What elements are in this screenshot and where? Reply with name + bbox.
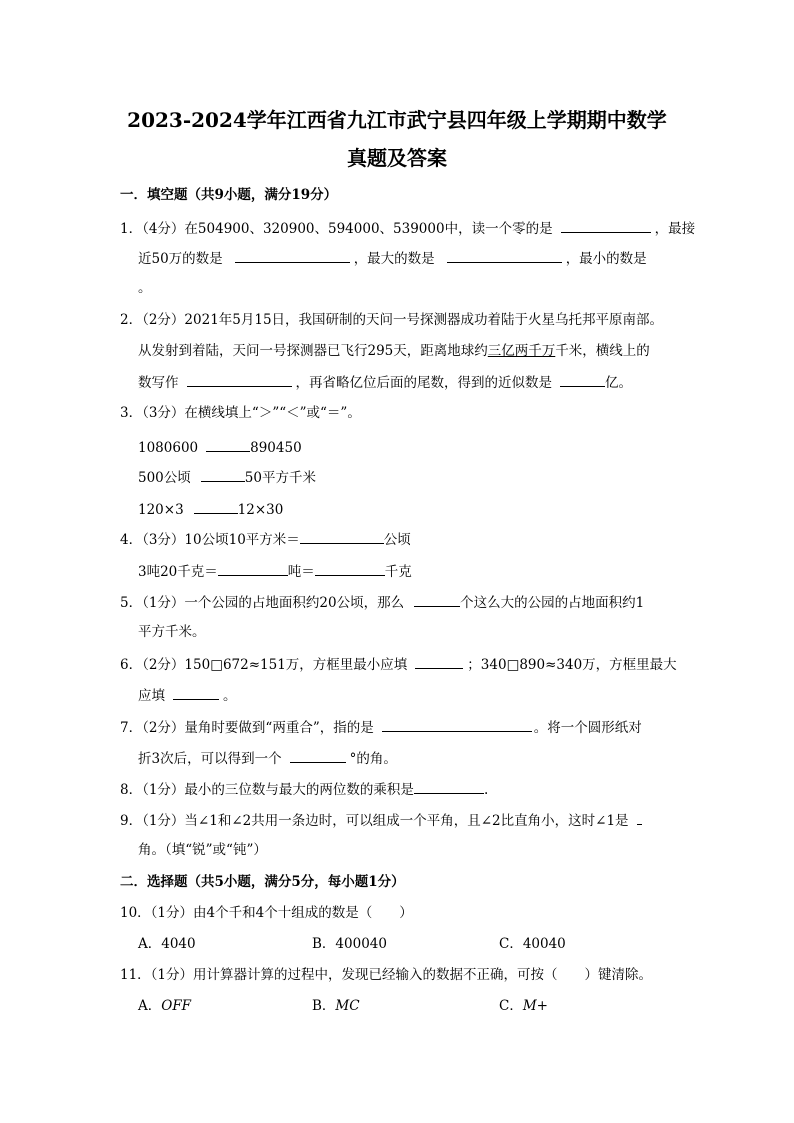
question-7 bbox=[120, 717, 642, 737]
q2-text: 千米，横线上的 bbox=[555, 343, 650, 359]
q5-text: 平方千米。 bbox=[138, 624, 206, 640]
option-label: B． bbox=[312, 998, 336, 1014]
q7-text: 折3次后，可以得到一个 bbox=[138, 751, 282, 767]
document-title: 2023-2024学年江西省九江市武宁县四年级上学期期中数学 bbox=[127, 108, 667, 132]
q3-row bbox=[138, 499, 283, 519]
q4-text: 3吨20千克＝ bbox=[138, 564, 218, 580]
question-2-cont bbox=[138, 342, 650, 360]
q8-text: 8．（1分）最小的三位数与最大的两位数的乘积是 bbox=[120, 782, 414, 798]
q3-right: 890450 bbox=[250, 440, 302, 456]
question-1 bbox=[120, 218, 695, 238]
question-6-cont bbox=[138, 685, 237, 705]
q2-text: 从发射到着陆，天问一号探测器已飞行295天，距离地球约 bbox=[138, 343, 488, 359]
section-heading-choice: 二．选择题（共5小题，满分5分，每小题1分） bbox=[120, 874, 405, 890]
q6-text: 。 bbox=[223, 688, 237, 704]
option-a[interactable]: A．4040 bbox=[138, 936, 196, 952]
question-1-cont bbox=[138, 248, 647, 268]
q6-text: ；340□890≈340万，方框里最大 bbox=[467, 657, 677, 673]
underlined-number: 三亿两千万 bbox=[487, 343, 556, 359]
question-7-cont bbox=[138, 748, 397, 768]
answer-blank bbox=[560, 372, 605, 387]
q2-text: 数写作 bbox=[138, 375, 179, 391]
q1-text: 1．（4分）在504900、320900、594000、539000中，读一个零的是 bbox=[120, 221, 553, 237]
question-4-cont bbox=[138, 561, 412, 581]
answer-blank bbox=[415, 654, 463, 669]
q1-text: 。 bbox=[138, 280, 152, 296]
q4-text: 吨＝ bbox=[287, 564, 315, 580]
question-2-cont2 bbox=[138, 372, 632, 392]
option-label: C． bbox=[499, 998, 523, 1014]
q5-text: 个这么大的公园的占地面积约1 bbox=[460, 595, 645, 611]
answer-blank bbox=[561, 218, 651, 233]
q4-text: 4．（3分）10公顷10平方米＝ bbox=[120, 532, 300, 548]
q1-text: ，最接 bbox=[654, 221, 696, 237]
option-b[interactable]: B．400040 bbox=[312, 936, 387, 952]
q3-row bbox=[138, 467, 316, 487]
answer-blank bbox=[235, 248, 350, 263]
q8-text: . bbox=[483, 782, 489, 798]
q7-text: 。将一个圆形纸对 bbox=[533, 720, 642, 736]
question-3: 3．（3分）在横线填上“＞”“＜”或“＝”。 bbox=[120, 405, 361, 421]
question-6 bbox=[120, 654, 677, 674]
q2-text: 亿。 bbox=[605, 375, 632, 391]
option-value: MC bbox=[335, 998, 360, 1014]
option-c[interactable] bbox=[499, 997, 548, 1015]
q4-text: 千克 bbox=[384, 564, 412, 580]
option-a[interactable] bbox=[138, 997, 191, 1015]
q4-text: 公顷 bbox=[383, 532, 411, 548]
answer-blank bbox=[414, 779, 484, 794]
option-label: A． bbox=[138, 998, 162, 1014]
answer-blank bbox=[315, 561, 385, 576]
answer-blank bbox=[187, 372, 292, 387]
q3-row bbox=[138, 437, 302, 457]
answer-blank bbox=[206, 437, 250, 452]
q3-right: 12×30 bbox=[237, 502, 284, 518]
option-b[interactable] bbox=[312, 997, 360, 1015]
answer-blank bbox=[414, 592, 460, 607]
q2-text: ，再省略亿位后面的尾数，得到的近似数是 bbox=[295, 375, 552, 391]
option-c[interactable]: C．40040 bbox=[499, 936, 566, 952]
q6-text: 6．（2分）150□672≈151万，方框里最小应填 bbox=[120, 657, 408, 673]
answer-blank bbox=[194, 499, 238, 514]
q9-text: 9．（1分）当∠1和∠2共用一条边时，可以组成一个平角，且∠2比直角小，这时∠1是 bbox=[120, 813, 629, 829]
question-10: 10．（1分）由4个千和4个十组成的数是（ ） bbox=[120, 905, 413, 921]
option-value: OFF bbox=[161, 998, 192, 1014]
answer-blank bbox=[300, 529, 384, 544]
q6-text: 应填 bbox=[138, 688, 165, 704]
question-8 bbox=[120, 779, 488, 799]
question-5 bbox=[120, 592, 644, 612]
answer-blank bbox=[201, 467, 245, 482]
q3-right: 50平方千米 bbox=[244, 470, 316, 486]
question-11: 11．（1分）用计算器计算的过程中，发现已经输入的数据不正确，可按（ ）键清除。 bbox=[120, 967, 653, 983]
answer-blank bbox=[290, 748, 346, 763]
question-4 bbox=[120, 529, 411, 549]
question-9 bbox=[120, 810, 646, 830]
q3-left: 500公顷 bbox=[138, 470, 191, 486]
q1-text: ，最小的数是 bbox=[565, 251, 647, 267]
q7-text: °的角。 bbox=[349, 751, 397, 767]
option-value: M+ bbox=[522, 998, 548, 1014]
answer-blank bbox=[447, 248, 562, 263]
q3-left: 1080600 bbox=[138, 440, 199, 456]
document-title-line2: 真题及答案 bbox=[347, 146, 447, 170]
q9-text: 角。（填“锐”或“钝”） bbox=[138, 842, 267, 858]
answer-blank bbox=[382, 717, 532, 732]
q5-text: 5．（1分）一个公园的占地面积约20公顷，那么 bbox=[120, 595, 405, 611]
q1-text: 近50万的数是 bbox=[138, 251, 223, 267]
question-2: 2．（2分）2021年5月15日，我国研制的天问一号探测器成功着陆于火星乌托邦平原南部。 bbox=[120, 312, 664, 328]
q3-left: 120×3 bbox=[138, 502, 184, 518]
section-heading-fill-blank: 一．填空题（共9小题，满分19分） bbox=[120, 187, 338, 203]
answer-blank bbox=[218, 561, 288, 576]
answer-blank bbox=[637, 810, 642, 825]
q7-text: 7．（2分）量角时要做到“两重合”，指的是 bbox=[120, 720, 374, 736]
q1-text: ，最大的数是 bbox=[353, 251, 435, 267]
answer-blank bbox=[173, 685, 219, 700]
